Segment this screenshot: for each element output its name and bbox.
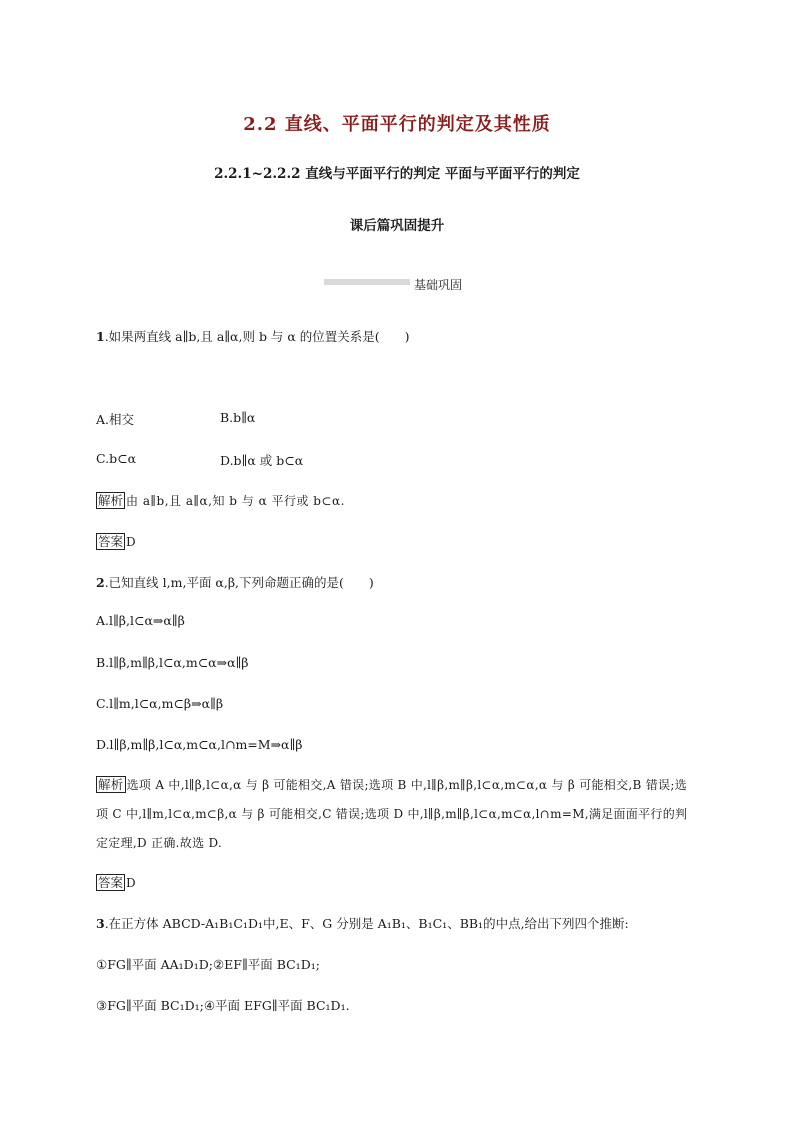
analysis-label: 解析 [98,777,124,792]
question-number: 2 [96,575,105,590]
question-2 [96,573,374,591]
section-bar-label: 基础巩固 [414,278,463,292]
q2-analysis [96,771,696,858]
question-1 [96,327,410,345]
q2-option-d: D.l∥β,m∥β,l⊂α,m⊂α,l∩m=M⇒α∥β [96,737,303,752]
q1-analysis [96,490,345,509]
answer-value: D [126,876,137,890]
answer-label: 答案 [98,875,124,890]
question-number: 1 [96,329,105,344]
q1-option-c: C.b⊂α [96,451,137,466]
q2-option-b: B.l∥β,m∥β,l⊂α,m⊂α⇒α∥β [96,655,249,670]
question-text: .已知直线 l,m,平面 α,β,下列命题正确的是( ) [104,575,374,590]
q1-answer [96,531,136,550]
question-number: 3 [96,916,105,931]
q2-option-c: C.l∥m,l⊂α,m⊂β⇒α∥β [96,696,224,711]
q2-option-a: A.l∥β,l⊂α⇒α∥β [96,613,185,628]
page-subtitle: 2.2.1~2.2.2 直线与平面平行的判定 平面与平面平行的判定 [214,166,580,182]
section-bar [324,279,410,285]
section-heading: 课后篇巩固提升 [349,218,445,234]
question-3 [96,914,629,932]
q1-option-a: A.相交 [96,412,135,427]
q3-line-1: ①FG∥平面 AA₁D₁D;②EF∥平面 BC₁D₁; [96,957,320,972]
q2-answer [96,872,136,891]
analysis-text: 由 a∥b,且 a∥α,知 b 与 α 平行或 b⊂α. [126,494,345,508]
answer-label: 答案 [98,534,124,549]
q1-option-d: D.b∥α 或 b⊂α [220,453,304,468]
analysis-text: 选项 A 中,l∥β,l⊂α,α 与 β 可能相交,A 错误;选项 B 中,l∥β,m∥β,l⊂α,m⊂α,α 与 β 可能相交,B 错误;选项 C 中,l∥m,l⊂α,m⊂β,α 与 β 可能相交,C 错误;选项 D 中,l∥β,m∥β,l⊂α,m⊂α,l∩m=M,满足面面平行的判定定理,D 正确.故选 D. [96,778,688,850]
q1-option-b: B.b∥α [220,410,256,425]
question-text: .如果两直线 a∥b,且 a∥α,则 b 与 α 的位置关系是( ) [104,329,410,344]
question-text: .在正方体 ABCD-A₁B₁C₁D₁中,E、F、G 分别是 A₁B₁、B₁C₁、BB₁的中点,给出下列四个推断: [104,916,629,931]
analysis-label: 解析 [98,493,124,508]
page-title: 2.2 直线、平面平行的判定及其性质 [243,114,551,135]
answer-value: D [126,535,137,549]
q3-line-2: ③FG∥平面 BC₁D₁;④平面 EFG∥平面 BC₁D₁. [96,998,350,1013]
